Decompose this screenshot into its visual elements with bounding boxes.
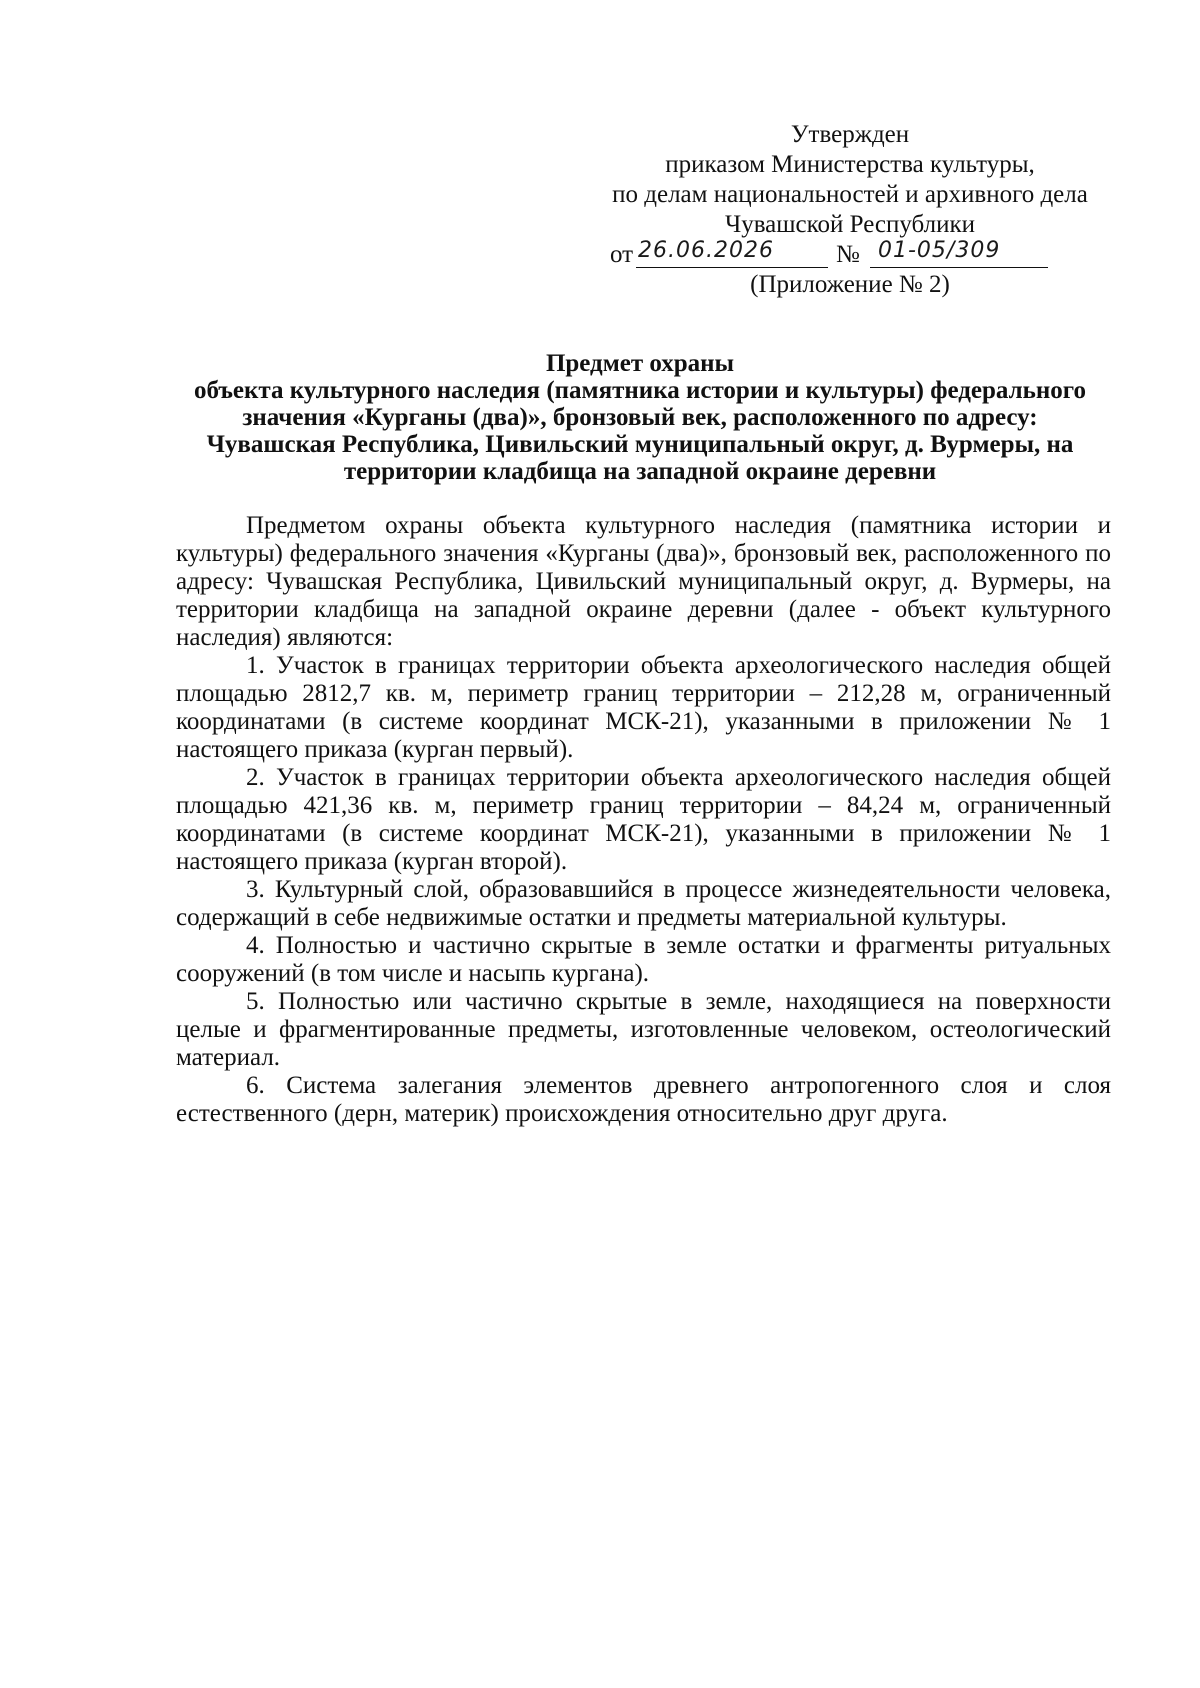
list-item-2: 2. Участок в границах территории объекта археологического наследия общей площадью 421,36 кв. м, периметр границ территории – 84,24 м, ограниченный координатами (в системе координат МСК-21), указанными в приложении № 1 настоящего приказа (курган второй). (176, 764, 1111, 875)
title-line-2: объекта культурного наследия (памятника истории и культуры) федерального (193, 377, 1087, 404)
title-line-1: Предмет охраны (545, 350, 735, 377)
approval-republic-line: Чувашской Республики (724, 211, 976, 238)
document-title (160, 350, 1120, 485)
list-item-6: 6. Система залегания элементов древнего антропогенного слоя и слоя естественного (дерн, материк) происхождения относительно друг друга. (176, 1072, 1111, 1127)
order-date-number-line (570, 240, 1130, 270)
list-item-5: 5. Полностью или частично скрытые в земле, находящиеся на поверхности целые и фрагментированные предметы, изготовленные человеком, остеологический материал. (176, 988, 1111, 1071)
handwritten-number: 01-05/309 (878, 238, 1001, 263)
approval-ministry-line: приказом Министерства культуры, (665, 151, 1035, 178)
appendix-label: (Приложение № 2) (750, 271, 950, 298)
approval-block (570, 120, 1130, 300)
number-prefix: № (836, 241, 860, 268)
list-item-1: 1. Участок в границах территории объекта археологического наследия общей площадью 2812,7 кв. м, периметр границ территории – 212,28 м, ограниченный координатами (в системе координат МСК-21), указанными в приложении № 1 настоящего приказа (курган первый). (176, 652, 1111, 763)
intro-paragraph: Предметом охраны объекта культурного наследия (памятника истории и культуры) федерального значения «Курганы (два)», бронзовый век, расположенного по адресу: Чувашская Республика, Цивильский муниципальный округ, д. Вурмеры, на территории кладбища на западной окраине деревни (далее - объект культурного наследия) являются: (176, 512, 1111, 651)
document-body (176, 512, 1111, 1128)
date-prefix: от (610, 241, 634, 268)
list-item-4: 4. Полностью и частично скрытые в земле остатки и фрагменты ритуальных сооружений (в том числе и насыпь кургана). (176, 932, 1111, 987)
list-item-3: 3. Культурный слой, образовавшийся в процессе жизнедеятельности человека, содержащий в себе недвижимые остатки и предметы материальной культуры. (176, 876, 1111, 931)
number-underline (870, 267, 1048, 268)
title-line-5: территории кладбища на западной окраине деревни (343, 458, 937, 485)
date-underline (636, 267, 828, 268)
approval-ministry-line-2: по делам национальностей и архивного дела (612, 181, 1088, 208)
title-line-4: Чувашская Республика, Цивильский муниципальный округ, д. Вурмеры, на (206, 431, 1074, 458)
title-line-3: значения «Курганы (два)», бронзовый век, расположенного по адресу: (242, 404, 1038, 431)
handwritten-date: 26.06.2026 (638, 238, 774, 263)
approval-heading: Утвержден (790, 121, 910, 148)
